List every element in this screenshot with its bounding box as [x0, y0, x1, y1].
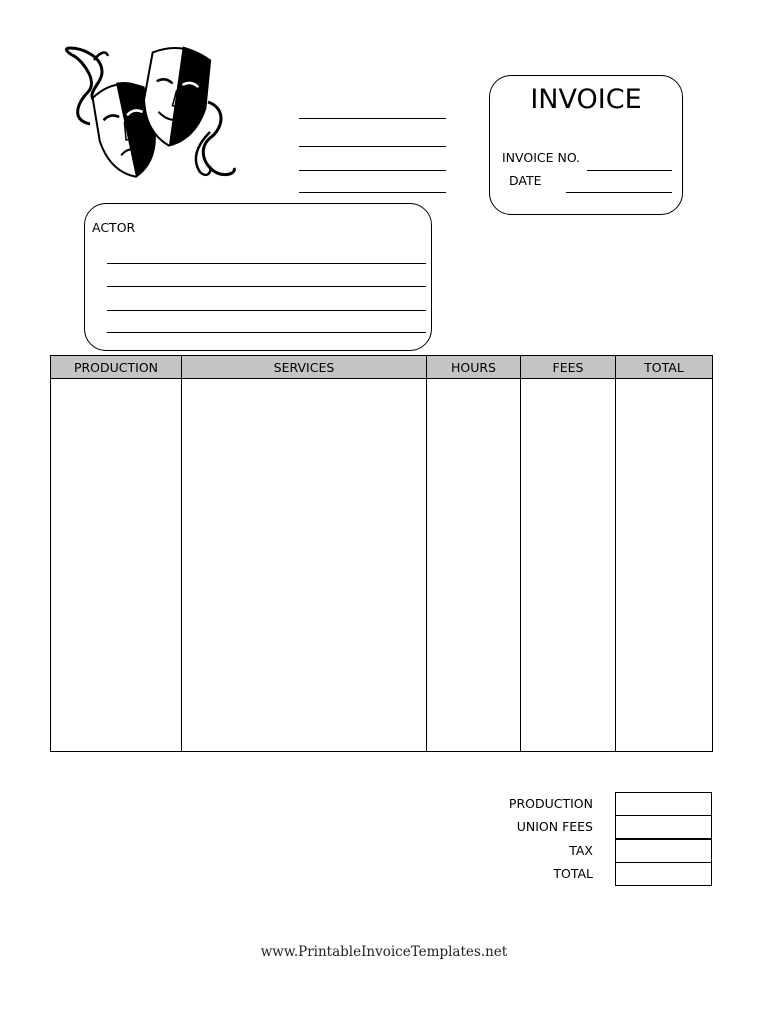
header-services: SERVICES [182, 356, 427, 379]
table-header-row [51, 356, 713, 379]
invoice-title: INVOICE [530, 84, 642, 115]
totals-label-union-fees: UNION FEES [516, 819, 593, 834]
actor-box [84, 203, 432, 351]
actor-line-2[interactable] [107, 286, 426, 287]
header-total: TOTAL [616, 356, 713, 379]
actor-line-3[interactable] [107, 310, 426, 311]
totals-label-production: PRODUCTION [508, 796, 593, 811]
table-row [51, 379, 713, 752]
date-field[interactable] [566, 192, 672, 193]
theater-masks-icon [60, 42, 240, 182]
date-label: DATE [509, 173, 542, 188]
totals-field-total[interactable] [615, 862, 712, 886]
cell-production[interactable] [51, 379, 182, 752]
cell-total[interactable] [616, 379, 713, 752]
company-line-3[interactable] [299, 170, 446, 171]
header-hours: HOURS [427, 356, 521, 379]
totals-field-union-fees[interactable] [615, 815, 712, 839]
company-line-2[interactable] [299, 146, 446, 147]
company-line-4[interactable] [299, 192, 446, 193]
invoice-no-field[interactable] [587, 170, 672, 171]
cell-services[interactable] [182, 379, 427, 752]
company-line-1[interactable] [299, 118, 446, 119]
items-table [50, 355, 713, 752]
cell-hours[interactable] [427, 379, 521, 752]
footer-url: www.PrintableInvoiceTemplates.net [260, 944, 508, 960]
totals-field-tax[interactable] [615, 839, 712, 863]
cell-fees[interactable] [521, 379, 616, 752]
actor-line-1[interactable] [107, 263, 426, 264]
invoice-no-label: INVOICE NO. [502, 150, 581, 165]
header-fees: FEES [521, 356, 616, 379]
actor-label: ACTOR [92, 220, 136, 235]
totals-label-tax: TAX [569, 843, 593, 858]
actor-line-4[interactable] [107, 332, 426, 333]
header-production: PRODUCTION [51, 356, 182, 379]
totals-label-total: TOTAL [553, 866, 593, 881]
invoice-info-box [489, 75, 683, 215]
totals-field-production[interactable] [615, 792, 712, 816]
